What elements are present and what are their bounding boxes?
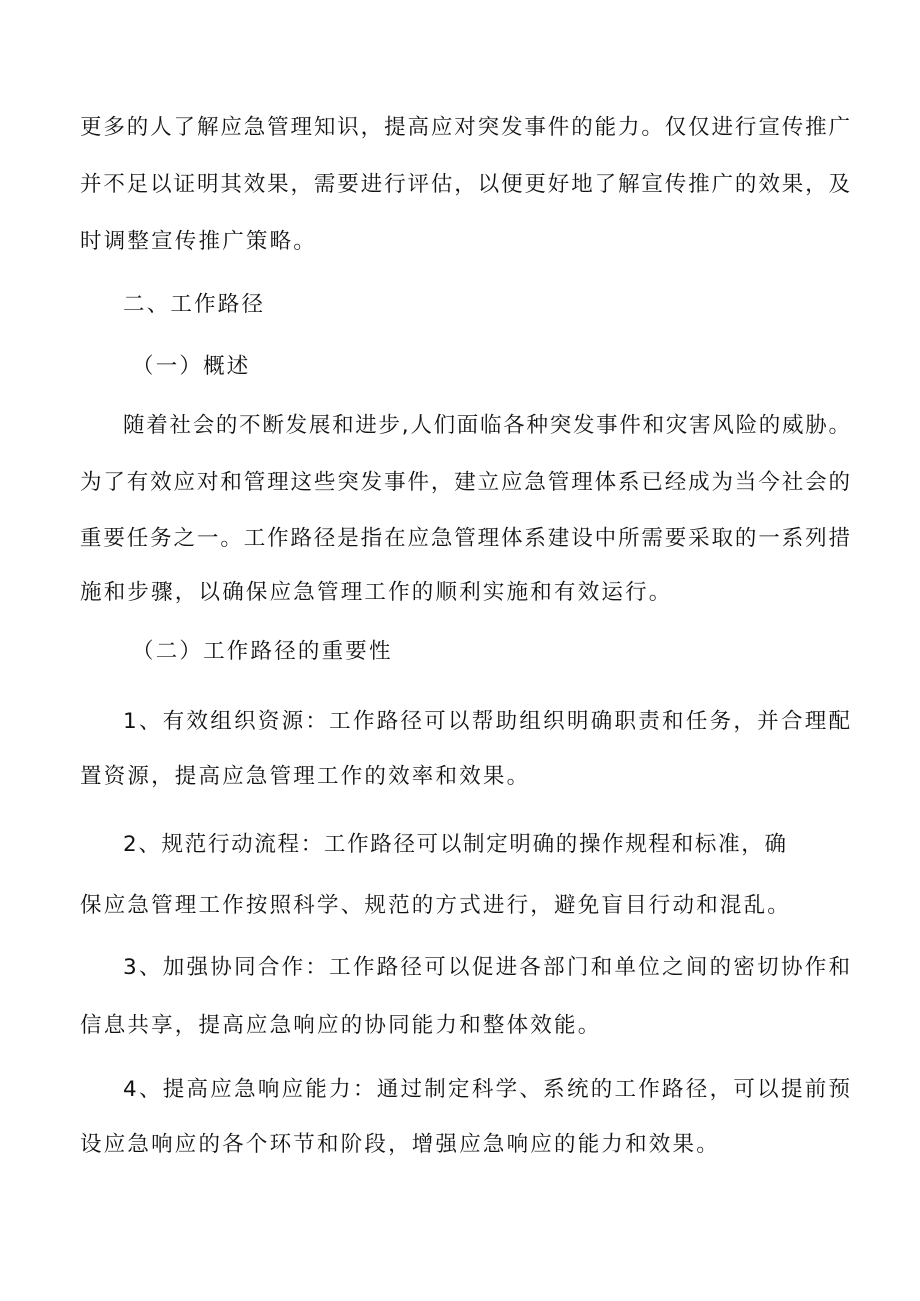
item-4-line-2: 设应急响应的各个环节和阶段，增强应急响应的能力和效果。 [80,1132,720,1157]
item-1-line-1: 1、有效组织资源：工作路径可以帮助组织明确职责和任务，并合理配 [123,709,850,734]
overview-line-3: 重要任务之一。工作路径是指在应急管理体系建设中所需要采取的一系列措 [80,526,850,551]
section-heading: 二、工作路径 [123,292,266,317]
overview-line-4: 施和步骤，以确保应急管理工作的顺利实施和有效运行。 [80,580,673,605]
item-1-line-2: 置资源，提高应急管理工作的效率和效果。 [80,764,531,789]
intro-line-2: 并不足以证明其效果，需要进行评估，以便更好地了解宣传推广的效果，及 [80,172,850,197]
item-2-line-2: 保应急管理工作按照科学、规范的方式进行，避免盲目行动和混乱。 [80,893,792,918]
intro-line-3: 时调整宣传推广策略。 [80,229,318,254]
item-3-line-1: 3、加强协同合作：工作路径可以促进各部门和单位之间的密切协作和 [123,955,850,980]
subheading-importance: （二）工作路径的重要性 [132,639,393,664]
overview-line-1: 随着社会的不断发展和进步,人们面临各种突发事件和灾害风险的威胁。 [123,413,850,438]
subheading-overview: （一）概述 [132,354,251,379]
item-2-line-1: 2、规范行动流程：工作路径可以制定明确的操作规程和标准，确 [123,832,786,857]
item-3-line-2: 信息共享，提高应急响应的协同能力和整体效能。 [80,1013,602,1038]
intro-line-1: 更多的人了解应急管理知识，提高应对突发事件的能力。仅仅进行宣传推广 [80,115,850,140]
item-4-line-1: 4、提高应急响应能力：通过制定科学、系统的工作路径，可以提前预 [123,1077,850,1102]
overview-line-2: 为了有效应对和管理这些突发事件，建立应急管理体系已经成为当今社会的 [80,470,850,495]
